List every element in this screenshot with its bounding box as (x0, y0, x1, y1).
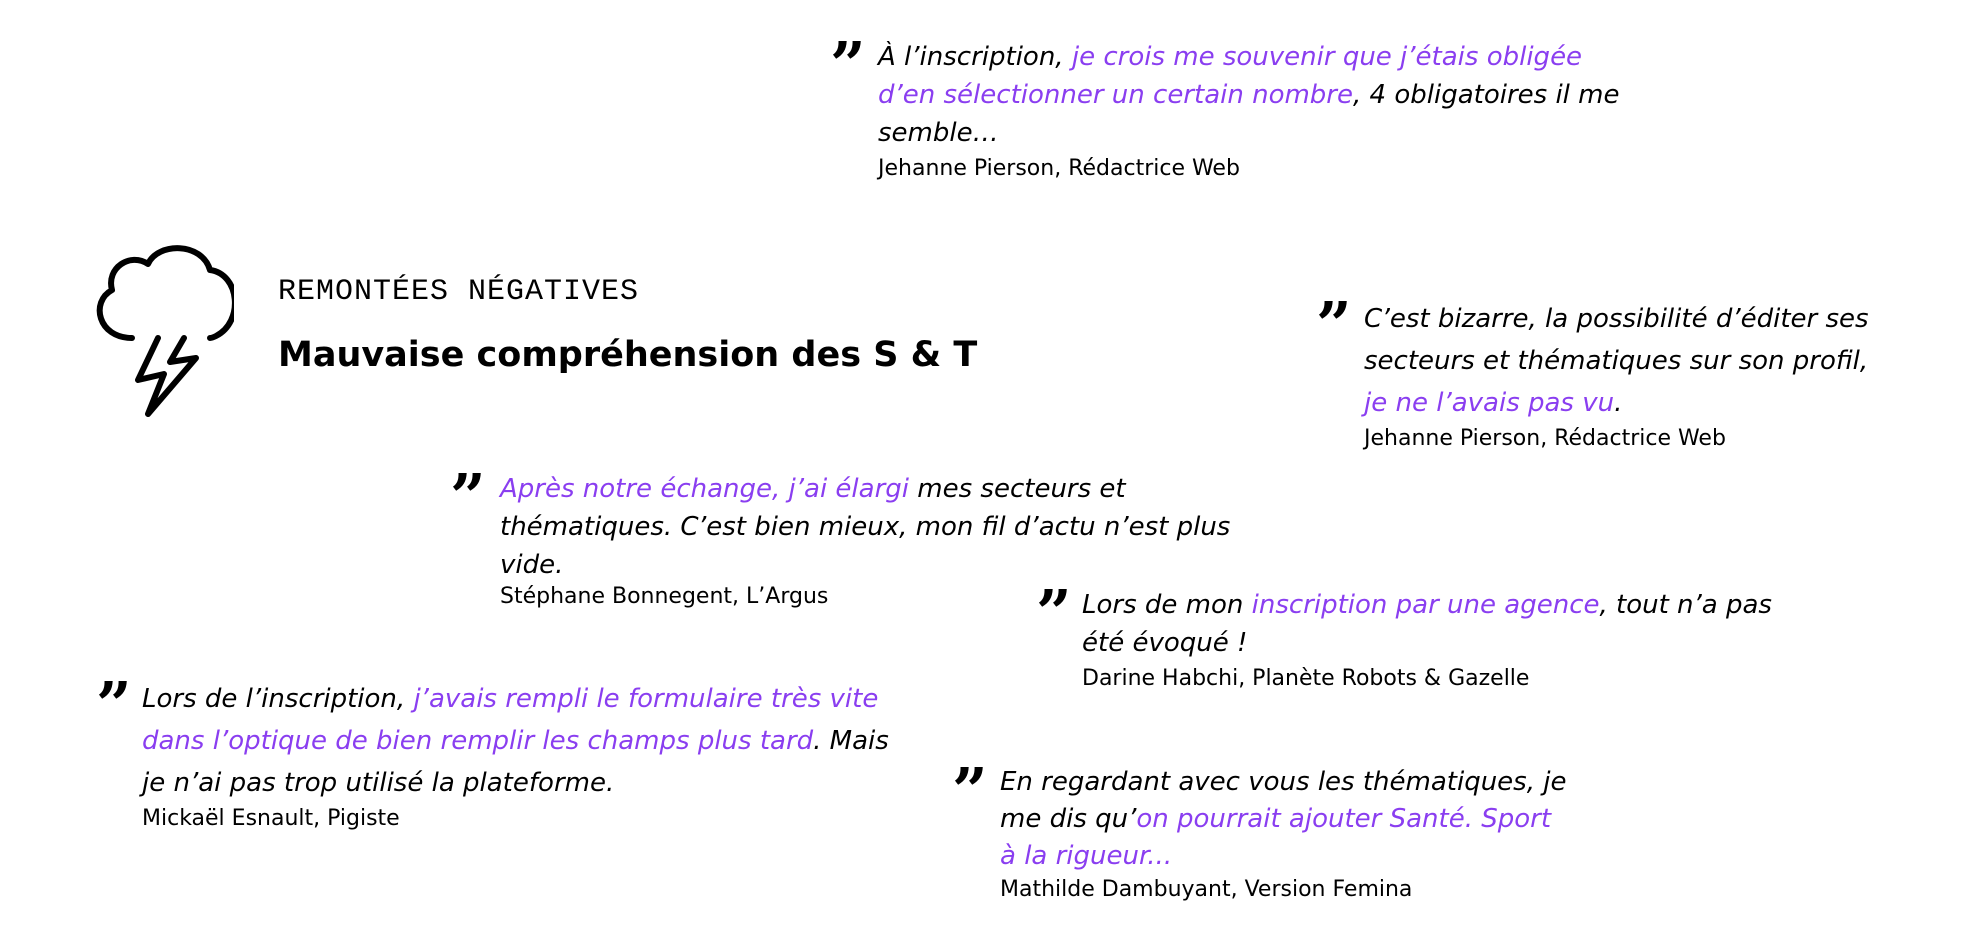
quote-author: Jehanne Pierson, Rédactrice Web (878, 156, 1240, 181)
quote-mark-icon: ” (1036, 576, 1072, 649)
quote-mark-icon: ” (96, 668, 132, 741)
quote-mark-icon: ” (1316, 288, 1352, 361)
quote-card (952, 754, 1572, 902)
quote-card (96, 668, 896, 831)
storm-cloud-icon (84, 240, 234, 420)
page-title: Mauvaise compréhension des S & T (278, 335, 978, 375)
quote-highlight: Après notre échange, j’ai élargi (500, 474, 910, 504)
section-kicker: REMONTÉES NÉGATIVES (278, 275, 640, 309)
quote-text (1000, 764, 1572, 875)
quote-card (1036, 576, 1806, 691)
quote-author: Stéphane Bonnegent, L’Argus (500, 584, 829, 609)
quote-segment: . (1614, 388, 1623, 418)
quote-segment: C’est bizarre, la possibilité d’éditer ses secteurs et thématiques sur son profil, (1364, 304, 1869, 376)
quote-card (1316, 288, 1876, 451)
quote-segment: Lors de mon (1082, 590, 1252, 620)
quote-mark-icon: ” (952, 754, 988, 827)
quote-author: Jehanne Pierson, Rédactrice Web (1364, 426, 1726, 451)
quote-text (878, 38, 1630, 152)
quote-card (830, 28, 1630, 181)
quote-segment: . Mais je n’ai pas trop utilisé la plateforme. (142, 726, 889, 798)
quote-text (1364, 298, 1876, 424)
quote-segment: À l’inscription, (878, 42, 1072, 72)
quote-text (1082, 586, 1806, 662)
quote-segment: Lors de l’inscription, (142, 684, 414, 714)
quote-segment: En regardant avec vous les thématiques, je me dis qu’ (1000, 767, 1567, 834)
quote-segment: , 4 obligatoires il me semble… (878, 80, 1620, 148)
quote-mark-icon: ” (450, 460, 486, 533)
quote-highlight: inscription par une agence (1251, 590, 1600, 620)
quote-author: Mathilde Dambuyant, Version Femina (1000, 877, 1413, 902)
quote-author: Mickaël Esnault, Pigiste (142, 806, 400, 831)
quote-text (500, 470, 1300, 584)
quote-segment: , tout n’a pas été évoqué ! (1082, 590, 1772, 658)
quote-segment: mes secteurs et thématiques. C’est bien mieux, mon fil d’actu n’est plus vide. (500, 474, 1231, 580)
quote-text (142, 678, 896, 804)
quote-highlight: on pourrait ajouter Santé. Sport à la rigueur... (1000, 804, 1552, 871)
quote-author: Darine Habchi, Planète Robots & Gazelle (1082, 666, 1530, 691)
quote-highlight: j’avais rempli le formulaire très vite dans l’optique de bien remplir les champs plus tard (142, 684, 879, 756)
quote-highlight: je crois me souvenir que j’étais obligée d’en sélectionner un certain nombre (878, 42, 1583, 110)
quote-highlight: je ne l’avais pas vu (1364, 388, 1615, 418)
quote-mark-icon: ” (830, 28, 866, 101)
